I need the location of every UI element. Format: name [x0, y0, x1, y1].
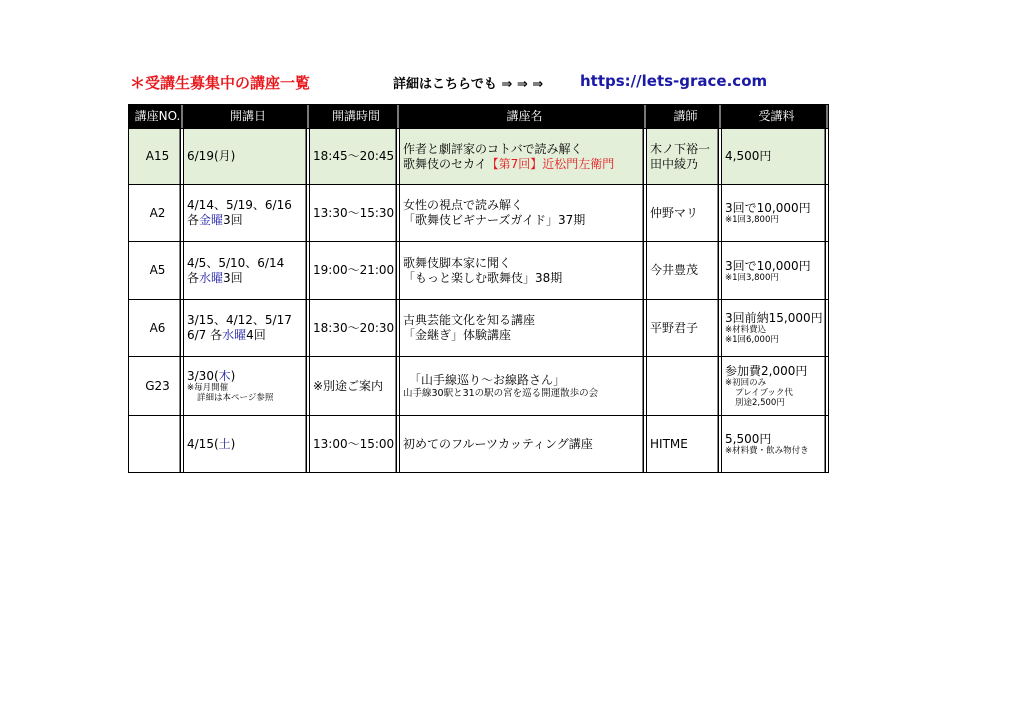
table-row [129, 242, 829, 300]
weekday-label: 土 [218, 436, 231, 451]
course-fee: 参加費2,000円 ※初回のみ プレイブック代 別途2,500円 [722, 357, 829, 416]
website-link[interactable]: https://lets-grace.com [580, 72, 768, 90]
course-time: ※別途ご案内 [310, 357, 400, 416]
course-no: G23 [129, 357, 184, 416]
weekday-label: 水曜 [222, 328, 247, 342]
course-teacher: 木ノ下裕一 田中綾乃 [647, 129, 722, 185]
course-table [128, 104, 829, 473]
table-row [129, 416, 829, 473]
course-time: 13:30～15:30 [310, 185, 400, 242]
episode-label: 【第7回】近松門左衛門 [486, 156, 615, 171]
course-fee: 4,500円 [722, 129, 829, 185]
course-date: 3/15、4/12、5/17 6/7 各水曜4回 [184, 300, 310, 357]
table-row [129, 300, 829, 357]
course-fee: 3回で10,000円 ※1回3,800円 [722, 242, 829, 300]
course-name: 初めてのフルーツカッティング講座 [400, 416, 647, 473]
column-header-date: 開講日 [184, 105, 310, 129]
column-header-name: 講座名 [400, 105, 647, 129]
course-time: 13:00～15:00 [310, 416, 400, 473]
weekday-label: 木 [218, 369, 231, 383]
table-row [129, 357, 829, 416]
course-name: 古典芸能文化を知る講座 「金継ぎ」体験講座 [400, 300, 647, 357]
column-header-fee: 受講料 [722, 105, 829, 129]
page-title: ＊受講生募集中の講座一覧 [130, 74, 311, 92]
course-teacher: 仲野マリ [647, 185, 722, 242]
detail-caption: 詳細はこちらでも ⇒ ⇒ ⇒ [393, 77, 544, 92]
course-date: 4/14、5/19、6/16 各金曜3回 [184, 185, 310, 242]
column-header-teacher: 講師 [647, 105, 722, 129]
course-time: 18:45～20:45 [310, 129, 400, 185]
course-date: 6/19(月) [184, 129, 310, 185]
course-teacher: HITME [647, 416, 722, 473]
column-header-no: 講座NO. [129, 105, 184, 129]
course-date: 4/5、5/10、6/14 各水曜3回 [184, 242, 310, 300]
column-header-time: 開講時間 [310, 105, 400, 129]
course-no: A2 [129, 185, 184, 242]
course-fee: 3回で10,000円 ※1回3,800円 [722, 185, 829, 242]
weekday-label: 金曜 [199, 213, 224, 227]
table-row [129, 129, 829, 185]
course-teacher [647, 357, 722, 416]
course-teacher: 今井豊茂 [647, 242, 722, 300]
course-name: 歌舞伎脚本家に聞く 「もっと楽しむ歌舞伎」38期 [400, 242, 647, 300]
page-header [130, 72, 830, 92]
table-row [129, 185, 829, 242]
table-header-row [129, 105, 829, 129]
course-teacher: 平野君子 [647, 300, 722, 357]
course-name: 「山手線巡り～お線路さん」 山手線30駅と31の駅の宮を巡る開運散歩の会 [400, 357, 647, 416]
course-time: 18:30～20:30 [310, 300, 400, 357]
weekday-label: 水曜 [199, 270, 224, 285]
course-date: 4/15(土) [184, 416, 310, 473]
course-date: 3/30(木) ※毎月開催 詳細は本ページ参照 [184, 357, 310, 416]
course-fee: 5,500円 ※材料費・飲み物付き [722, 416, 829, 473]
course-name: 女性の視点で読み解く 「歌舞伎ビギナーズガイド」37期 [400, 185, 647, 242]
course-name: 作者と劇評家のコトバで読み解く 歌舞伎のセカイ【第7回】近松門左衛門 [400, 129, 647, 185]
course-fee: 3回前納15,000円 ※材料費込 ※1回6,000円 [722, 300, 829, 357]
course-no: A15 [129, 129, 184, 185]
course-no [129, 416, 184, 473]
course-no: A5 [129, 242, 184, 300]
course-time: 19:00～21:00 [310, 242, 400, 300]
course-no: A6 [129, 300, 184, 357]
